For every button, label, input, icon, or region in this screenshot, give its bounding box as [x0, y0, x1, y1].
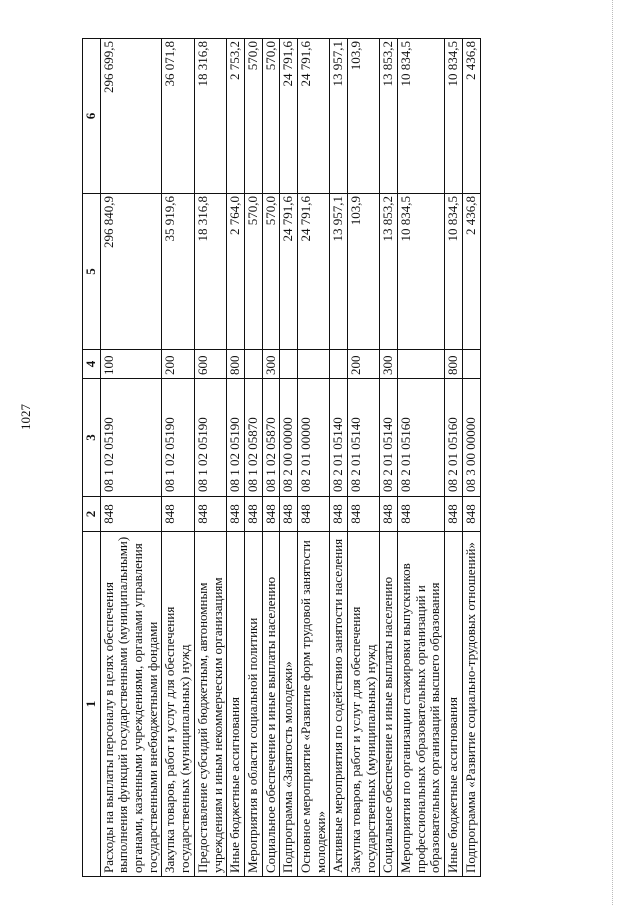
row-value-5: 10 834,5 — [445, 194, 463, 350]
table-row — [348, 39, 380, 877]
row-value-6: 10 834,5 — [445, 39, 463, 194]
row-code: 848 — [194, 497, 226, 532]
row-value-6: 13 853,2 — [380, 39, 398, 194]
scan-edge-divider — [612, 0, 613, 905]
row-value-6: 36 071,8 — [162, 39, 194, 194]
row-value-5: 10 834,5 — [398, 194, 445, 350]
row-value-5: 13 957,1 — [330, 194, 348, 350]
table-row — [398, 39, 445, 877]
row-value-6: 2 436,8 — [462, 39, 480, 194]
row-vr — [462, 350, 480, 379]
row-name: Расходы на выплаты персоналу в целях обеспечения выполнения функций государственными (муниципальными) органами, казенными учреждениями, органами управления государственными внебюджетными фондами — [100, 532, 162, 877]
header-col-3: 3 — [83, 379, 101, 497]
row-vr: 800 — [227, 350, 245, 379]
row-vr: 200 — [162, 350, 194, 379]
row-csr: 08 2 01 05160 — [398, 379, 445, 497]
table-row — [380, 39, 398, 877]
row-csr: 08 2 01 05140 — [380, 379, 398, 497]
row-value-5: 24 791,6 — [280, 194, 298, 350]
row-code: 848 — [100, 497, 162, 532]
row-name: Социальное обеспечение и иные выплаты населению — [380, 532, 398, 877]
row-value-6: 570,0 — [244, 39, 262, 194]
row-csr: 08 2 01 05160 — [445, 379, 463, 497]
row-name: Социальное обеспечение и иные выплаты населению — [262, 532, 280, 877]
row-value-6: 18 316,8 — [194, 39, 226, 194]
row-name: Иные бюджетные ассигнования — [445, 532, 463, 877]
table-row — [280, 39, 298, 877]
row-csr: 08 1 02 05190 — [100, 379, 162, 497]
table-header — [83, 39, 101, 877]
row-code: 848 — [162, 497, 194, 532]
table-row — [445, 39, 463, 877]
row-value-5: 35 919,6 — [162, 194, 194, 350]
table-row — [262, 39, 280, 877]
rotated-page-content — [82, 39, 597, 877]
table-row — [297, 39, 329, 877]
header-col-6: 6 — [83, 39, 101, 194]
row-value-5: 103,9 — [348, 194, 380, 350]
row-code: 848 — [262, 497, 280, 532]
row-value-6: 570,0 — [262, 39, 280, 194]
table-row — [462, 39, 480, 877]
row-vr: 800 — [445, 350, 463, 379]
row-csr: 08 1 02 05870 — [244, 379, 262, 497]
row-vr: 300 — [380, 350, 398, 379]
row-code: 848 — [348, 497, 380, 532]
row-name: Мероприятия по организации стажировки выпускников профессиональных образовательных организаций и образовательных организаций высшего образования — [398, 532, 445, 877]
row-code: 848 — [445, 497, 463, 532]
row-name: Закупка товаров, работ и услуг для обеспечения государственных (муниципальных) нужд — [162, 532, 194, 877]
row-name: Предоставление субсидий бюджетным, автономным учреждениям и иным некоммерческим организациям — [194, 532, 226, 877]
table-row — [194, 39, 226, 877]
row-name: Активные мероприятия по содействию занятости населения — [330, 532, 348, 877]
row-value-5: 2 764,0 — [227, 194, 245, 350]
header-col-1: 1 — [83, 532, 101, 877]
row-vr — [398, 350, 445, 379]
row-code: 848 — [227, 497, 245, 532]
row-code: 848 — [297, 497, 329, 532]
row-code: 848 — [380, 497, 398, 532]
table-row — [330, 39, 348, 877]
page-number: 1027 — [18, 404, 33, 430]
table-row — [244, 39, 262, 877]
row-code: 848 — [398, 497, 445, 532]
row-name: Мероприятия в области социальной политики — [244, 532, 262, 877]
row-value-5: 13 853,2 — [380, 194, 398, 350]
row-csr: 08 3 00 00000 — [462, 379, 480, 497]
table-row — [162, 39, 194, 877]
row-value-6: 13 957,1 — [330, 39, 348, 194]
row-value-6: 24 791,6 — [280, 39, 298, 194]
row-value-6: 10 834,5 — [398, 39, 445, 194]
row-value-6: 103,9 — [348, 39, 380, 194]
row-csr: 08 1 02 05190 — [194, 379, 226, 497]
row-code: 848 — [462, 497, 480, 532]
row-code: 848 — [280, 497, 298, 532]
row-csr: 08 1 02 05190 — [162, 379, 194, 497]
row-value-5: 2 436,8 — [462, 194, 480, 350]
row-csr: 08 1 02 05870 — [262, 379, 280, 497]
row-name: Закупка товаров, работ и услуг для обеспечения государственных (муниципальных) нужд — [348, 532, 380, 877]
row-vr: 600 — [194, 350, 226, 379]
row-vr — [280, 350, 298, 379]
row-value-6: 296 699,5 — [100, 39, 162, 194]
table-row — [100, 39, 162, 877]
row-name: Иные бюджетные ассигнования — [227, 532, 245, 877]
header-row — [83, 39, 101, 877]
row-csr: 08 2 01 05140 — [348, 379, 380, 497]
row-name: Подпрограмма «Развитие социально-трудовых отношений» — [462, 532, 480, 877]
row-vr — [330, 350, 348, 379]
table-row — [227, 39, 245, 877]
row-name: Основное мероприятие «Развитие форм трудовой занятости молодежи» — [297, 532, 329, 877]
row-vr: 300 — [262, 350, 280, 379]
row-csr: 08 2 01 00000 — [297, 379, 329, 497]
row-code: 848 — [244, 497, 262, 532]
row-vr: 100 — [100, 350, 162, 379]
budget-table — [82, 38, 481, 877]
row-code: 848 — [330, 497, 348, 532]
row-csr: 08 1 02 05190 — [227, 379, 245, 497]
row-value-5: 570,0 — [262, 194, 280, 350]
row-value-6: 24 791,6 — [297, 39, 329, 194]
row-value-6: 2 753,2 — [227, 39, 245, 194]
header-col-2: 2 — [83, 497, 101, 532]
row-value-5: 18 316,8 — [194, 194, 226, 350]
row-vr — [244, 350, 262, 379]
row-csr: 08 2 01 05140 — [330, 379, 348, 497]
row-name: Подпрограмма «Занятость молодежи» — [280, 532, 298, 877]
table-body — [100, 39, 480, 877]
header-col-5: 5 — [83, 194, 101, 350]
row-value-5: 24 791,6 — [297, 194, 329, 350]
row-csr: 08 2 00 00000 — [280, 379, 298, 497]
row-value-5: 296 840,9 — [100, 194, 162, 350]
header-col-4: 4 — [83, 350, 101, 379]
row-value-5: 570,0 — [244, 194, 262, 350]
row-vr — [297, 350, 329, 379]
row-vr: 200 — [348, 350, 380, 379]
